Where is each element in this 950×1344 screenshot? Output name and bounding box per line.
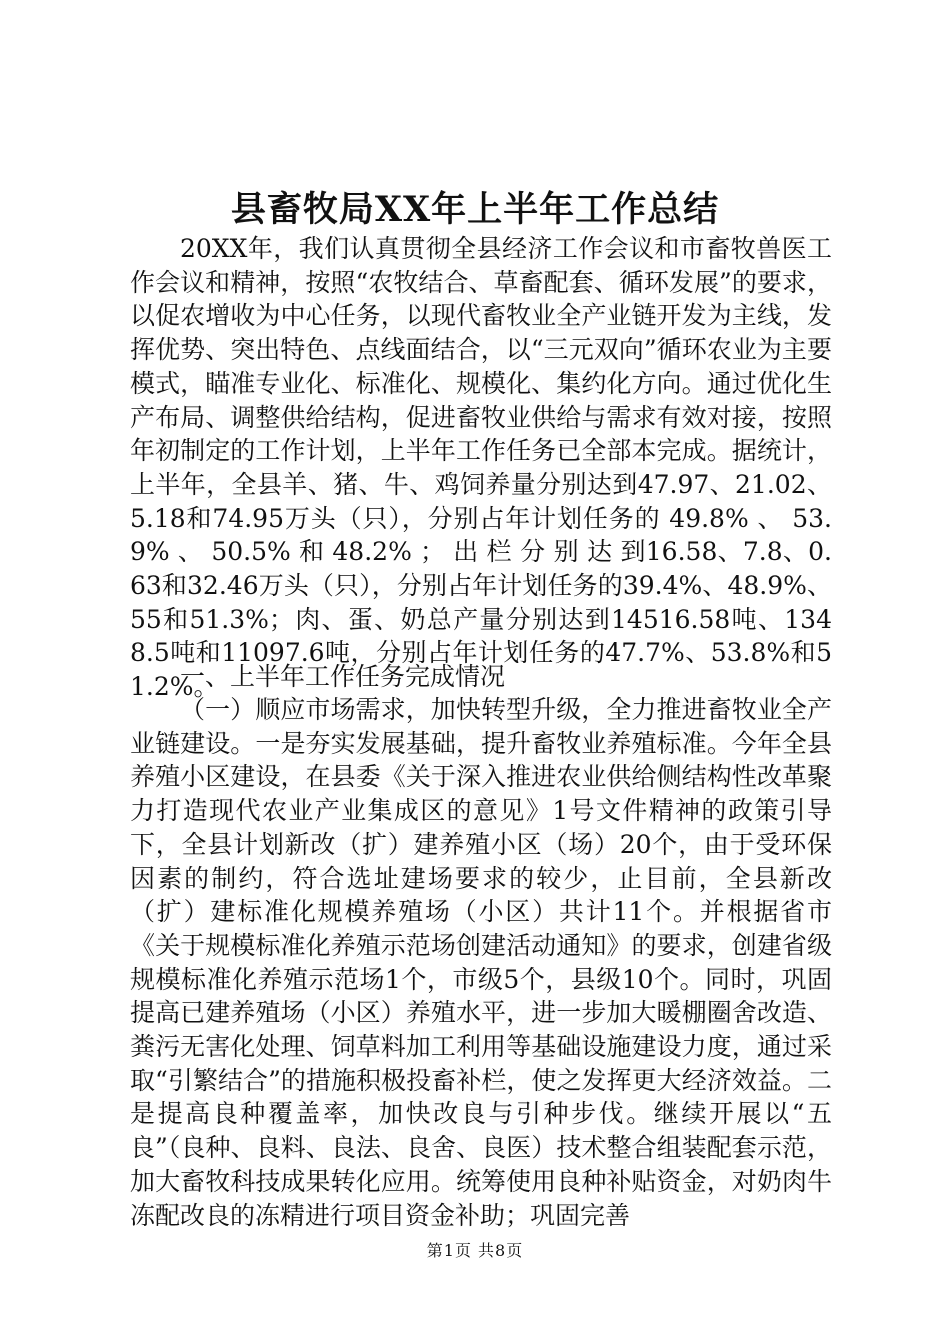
page-title: 县畜牧局XX年上半年工作总结 <box>230 189 720 230</box>
body-section-intro <box>130 232 832 704</box>
paragraph-detail: （一）顺应市场需求，加快转型升级，全力推进畜牧业全产业链建设。一是夯实发展基础，提升畜牧业养殖标准。今年全县养殖小区建设，在县委《关于深入推进农业供给侧结构性改革聚力打造现代农业产业集成区的意见》1号文件精神的政策引导下，全县计划新改（扩）建养殖小区（场）20个，由于受环保因素的制约，符合选址建场要求的较少，止目前，全县新改（扩）建标准化规模养殖场（小区）共计11个。并根据省市《关于规模标准化养殖示范场创建活动通知》的要求，创建省级规模标准化养殖示范场1个，市级5个，县级10个。同时，巩固提高已建养殖场（小区）养殖水平，进一步加大暖棚圈舍改造、粪污无害化处理、饲草料加工利用等基础设施建设力度，通过采取“引繁结合”的措施积极投畜补栏，使之发挥更大经济效益。二是提高良种覆盖率，加快改良与引种步伐。继续开展以“五良”（良种、良料、良法、良舍、良医）技术整合组装配套示范，加大畜牧科技成果转化应用。统筹使用良种补贴资金，对奶肉牛冻配改良的冻精进行项目资金补助；巩固完善 <box>130 695 832 1230</box>
body-section-detail <box>130 693 832 1232</box>
paragraph-intro: 20XX年，我们认真贯彻全县经济工作会议和市畜牧兽医工作会议和精神，按照“农牧结合、草畜配套、循环发展”的要求，以促农增收为中心任务，以现代畜牧业全产业链开发为主线，发挥优势、突出特色、点线面结合，以“三元双向”循环农业为主要模式，瞄准专业化、标准化、规模化、集约化方向。通过优化生产布局、调整供给结构，促进畜牧业供给与需求有效对接，按照年初制定的工作计划，上半年工作任务已全部本完成。据统计，上半年，全县羊、猪、牛、鸡饲养量分别达到47.97、21.02、5.18和74.95万头（只），分别占年计划任务的 49.8% 、 53.9% 、 50.5% 和 48.2% ； 出 栏 分 别 达 到16.58、7.8、0.63和32.46万头（只），分别占年计划任务的39.4%、48.9%、55和51.3%；肉、蛋、奶总产量分别达到14516.58吨、1348.5吨和11097.6吨，分别占年计划任务的47.7%、53.8%和51.2%。 <box>130 234 832 702</box>
body-section-heading <box>130 660 832 694</box>
section-heading: 一、上半年工作任务完成情况 <box>180 662 506 691</box>
page-footer: 第1页 共8页 <box>426 1241 524 1260</box>
